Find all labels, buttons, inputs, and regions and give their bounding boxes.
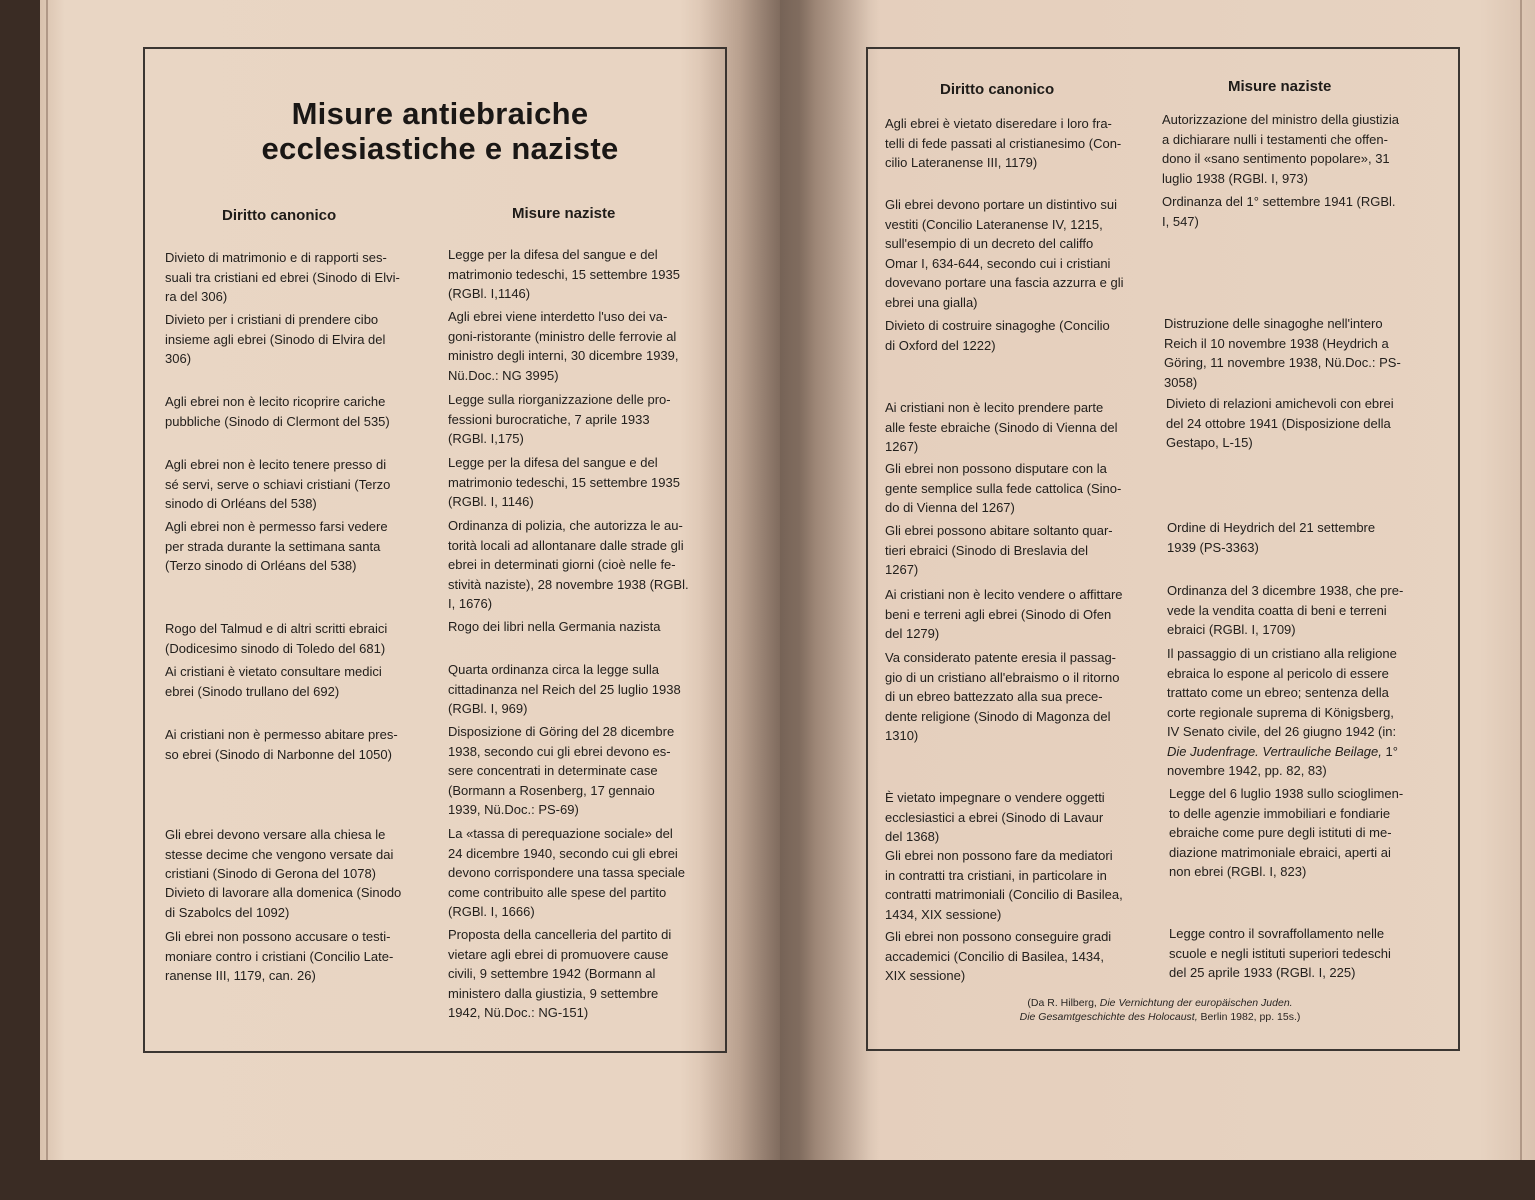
left-header-canon: Diritto canonico [222, 207, 337, 224]
right-nazi-entry: Autorizzazione del ministro della giustizia a dichiarare nulli i testamenti che offen- dono il «sano sentimento popolare», 31 luglio 1938 (RGBl. I, 973) [1162, 112, 1400, 186]
left-nazi-entry: Rogo dei libri nella Germania nazista [448, 619, 661, 634]
right-canon-entry: Va considerato patente eresia il passag- gio di un cristiano all'ebraismo o il ritorno di un ebreo battezzato alla sua prece- dente religione (Sinodo di Magonza del 1310) [885, 650, 1120, 743]
left-canon-entry: Ai cristiani è vietato consultare medici ebrei (Sinodo trullano del 692) [165, 664, 382, 699]
left-canon-entry: Gli ebrei non possono accusare o testi- moniare contro i cristiani (Concilio Late- ranense III, 1179, can. 26) [165, 929, 394, 983]
left-header-nazi: Misure naziste [512, 205, 616, 222]
page-edge-left [46, 0, 48, 1160]
left-canon-entry: Ai cristiani non è permesso abitare pres- so ebrei (Sinodo di Narbonne del 1050) [165, 727, 398, 762]
left-canon-entry: Divieto di lavorare alla domenica (Sinodo di Szabolcs del 1092) [165, 885, 402, 920]
right-nazi-entry: Ordinanza del 1° settembre 1941 (RGBl. I, 547) [1162, 194, 1396, 229]
right-header-canon: Diritto canonico [940, 81, 1055, 98]
right-nazi-entry: Ordinanza del 3 dicembre 1938, che pre- vede la vendita coatta di beni e terreni ebraici (RGBl. I, 1709) [1167, 583, 1404, 637]
right-nazi-entry: Legge contro il sovraffollamento nelle scuole e negli istituti superiori tedeschi del 25 aprile 1933 (RGBl. I, 225) [1169, 926, 1391, 980]
left-nazi-entry: Legge per la difesa del sangue e del matrimonio tedeschi, 15 settembre 1935 (RGBl. I,1146) [448, 247, 680, 301]
right-nazi-entry [1167, 644, 1447, 781]
source-suffix: Berlin 1982, pp. 15s.) [1197, 1011, 1301, 1023]
source-prefix: (Da R. Hilberg, [1027, 997, 1100, 1009]
source-citation [985, 996, 1335, 1024]
left-nazi-entry: La «tassa di perequazione sociale» del 24 dicembre 1940, secondo cui gli ebrei devono corrispondere una tassa speciale come contribuito alle spese del partito (RGBl. I, 1666) [448, 826, 686, 919]
left-canon-entry: Divieto di matrimonio e di rapporti ses- suali tra cristiani ed ebrei (Sinodo di Elvi- ra del 306) [165, 250, 400, 304]
left-nazi-entry: Disposizione di Göring del 28 dicembre 1938, secondo cui gli ebrei devono es- sere concentrati in determinate case (Bormann a Rosenberg, 17 gennaio 1939, Nü.Doc.: PS-69) [448, 724, 675, 817]
entry-text: 1° novembre 1942, pp. 82, 83) [1167, 743, 1398, 778]
right-canon-entry: Gli ebrei possono abitare soltanto quar- tieri ebraici (Sinodo di Breslavia del 1267) [885, 523, 1113, 577]
right-canon-entry: Agli ebrei è vietato diseredare i loro fra- telli di fede passati al cristianesimo (Con- cilio Lateranense III, 1179) [885, 116, 1122, 170]
right-canon-entry: Gli ebrei non possono disputare con la gente semplice sulla fede cattolica (Sino- do di Vienna del 1267) [885, 461, 1122, 515]
right-canon-entry: È vietato impegnare o vendere oggetti ecclesiastici a ebrei (Sinodo di Lavaur del 1368) [885, 790, 1105, 844]
source-work: Die Vernichtung der europäischen Juden. Die Gesamtgeschichte des Holocaust, [1019, 997, 1293, 1023]
left-nazi-entry: Agli ebrei viene interdetto l'uso dei va- goni-ristorante (ministro delle ferrovie al ministro degli interni, 30 dicembre 1939, Nü.Doc.: NG 3995) [448, 309, 679, 383]
left-canon-entry: Divieto per i cristiani di prendere cibo insieme agli ebrei (Sinodo di Elvira del 306) [165, 312, 386, 366]
right-canon-entry: Divieto di costruire sinagoghe (Concilio di Oxford del 1222) [885, 318, 1110, 353]
left-nazi-entry: Ordinanza di polizia, che autorizza le au- torità locali ad allontanare dalle strade gli ebrei in determinati giorni (cioè nelle fe- stività naziste), 28 novembre 1938 (RGBl. I, 1676) [448, 518, 689, 611]
right-canon-entry: Gli ebrei non possono conseguire gradi accademici (Concilio di Basilea, 1434, XIX sessione) [885, 929, 1112, 983]
left-canon-entry: Gli ebrei devono versare alla chiesa le stesse decime che vengono versate dai cristiani (Sinodo di Gerona del 1078) [165, 827, 394, 881]
right-canon-entry: Gli ebrei devono portare un distintivo sui vestiti (Concilio Lateranense IV, 1215, sull'esempio di un decreto del califfo Omar I, 634-644, secondo cui i cristiani dovevano portare una fascia azzurra e gli ebrei una gialla) [885, 197, 1124, 310]
left-canon-entry: Agli ebrei non è permesso farsi vedere per strada durante la settimana santa (Terzo sinodo di Orléans del 538) [165, 519, 388, 573]
entry-text: Il passaggio di un cristiano alla religione ebraica lo espone al pericolo di essere trattato come un ebreo; sentenza della corte regionale suprema di Königsberg, IV Senato civile, del 26 giugno 1942 (in: [1167, 646, 1397, 739]
left-canon-entry: Rogo del Talmud e di altri scritti ebraici (Dodicesimo sinodo di Toledo del 681) [165, 621, 388, 656]
right-canon-entry: Ai cristiani non è lecito prendere parte alle feste ebraiche (Sinodo di Vienna del 1267) [885, 400, 1118, 454]
left-nazi-entry: Legge per la difesa del sangue e del matrimonio tedeschi, 15 settembre 1935 (RGBl. I, 1146) [448, 455, 680, 509]
left-canon-entry: Agli ebrei non è lecito ricoprire cariche pubbliche (Sinodo di Clermont del 535) [165, 394, 390, 429]
left-nazi-entry: Proposta della cancelleria del partito di vietare agli ebrei di promuovere cause civili, 9 settembre 1942 (Bormann al ministero dalla giustizia, 9 settembre 1942, Nü.Doc.: NG-151) [448, 927, 672, 1020]
right-nazi-entry: Legge del 6 luglio 1938 sullo scioglimen- to delle agenzie immobiliari e fondiarie ebraiche come pure degli istituti di me- diazione matrimoniale ebraici, aperti ai non ebrei (RGBl. I, 823) [1169, 786, 1404, 879]
left-nazi-entry: Quarta ordinanza circa la legge sulla cittadinanza nel Reich del 25 luglio 1938 (RGBl. I, 969) [448, 662, 681, 716]
page-title: Misure antiebraiche ecclesiastiche e naziste [261, 96, 619, 166]
right-nazi-entry: Distruzione delle sinagoghe nell'intero Reich il 10 novembre 1938 (Heydrich a Göring, 11 novembre 1938, Nü.Doc.: PS- 3058) [1164, 316, 1401, 390]
right-nazi-entry: Ordine di Heydrich del 21 settembre 1939 (PS-3363) [1167, 520, 1376, 555]
page-edge-right [1520, 0, 1522, 1160]
left-nazi-entry: Legge sulla riorganizzazione delle pro- fessioni burocratiche, 7 aprile 1933 (RGBl. I,175) [448, 392, 671, 446]
left-canon-entry: Agli ebrei non è lecito tenere presso di sé servi, serve o schiavi cristiani (Terzo sinodo di Orléans del 538) [165, 457, 391, 511]
right-canon-entry: Gli ebrei non possono fare da mediatori in contratti tra cristiani, in particolare in contratti matrimoniali (Concilio di Basilea, 1434, XIX sessione) [885, 848, 1123, 922]
right-nazi-entry: Divieto di relazioni amichevoli con ebrei del 24 ottobre 1941 (Disposizione della Gestapo, L-15) [1166, 396, 1394, 450]
citation-title: Die Judenfrage. Vertrauliche Beilage, [1167, 743, 1382, 759]
right-canon-entry: Ai cristiani non è lecito vendere o affittare beni e terreni agli ebrei (Sinodo di Ofen del 1279) [885, 587, 1123, 641]
right-header-nazi: Misure naziste [1228, 78, 1332, 95]
